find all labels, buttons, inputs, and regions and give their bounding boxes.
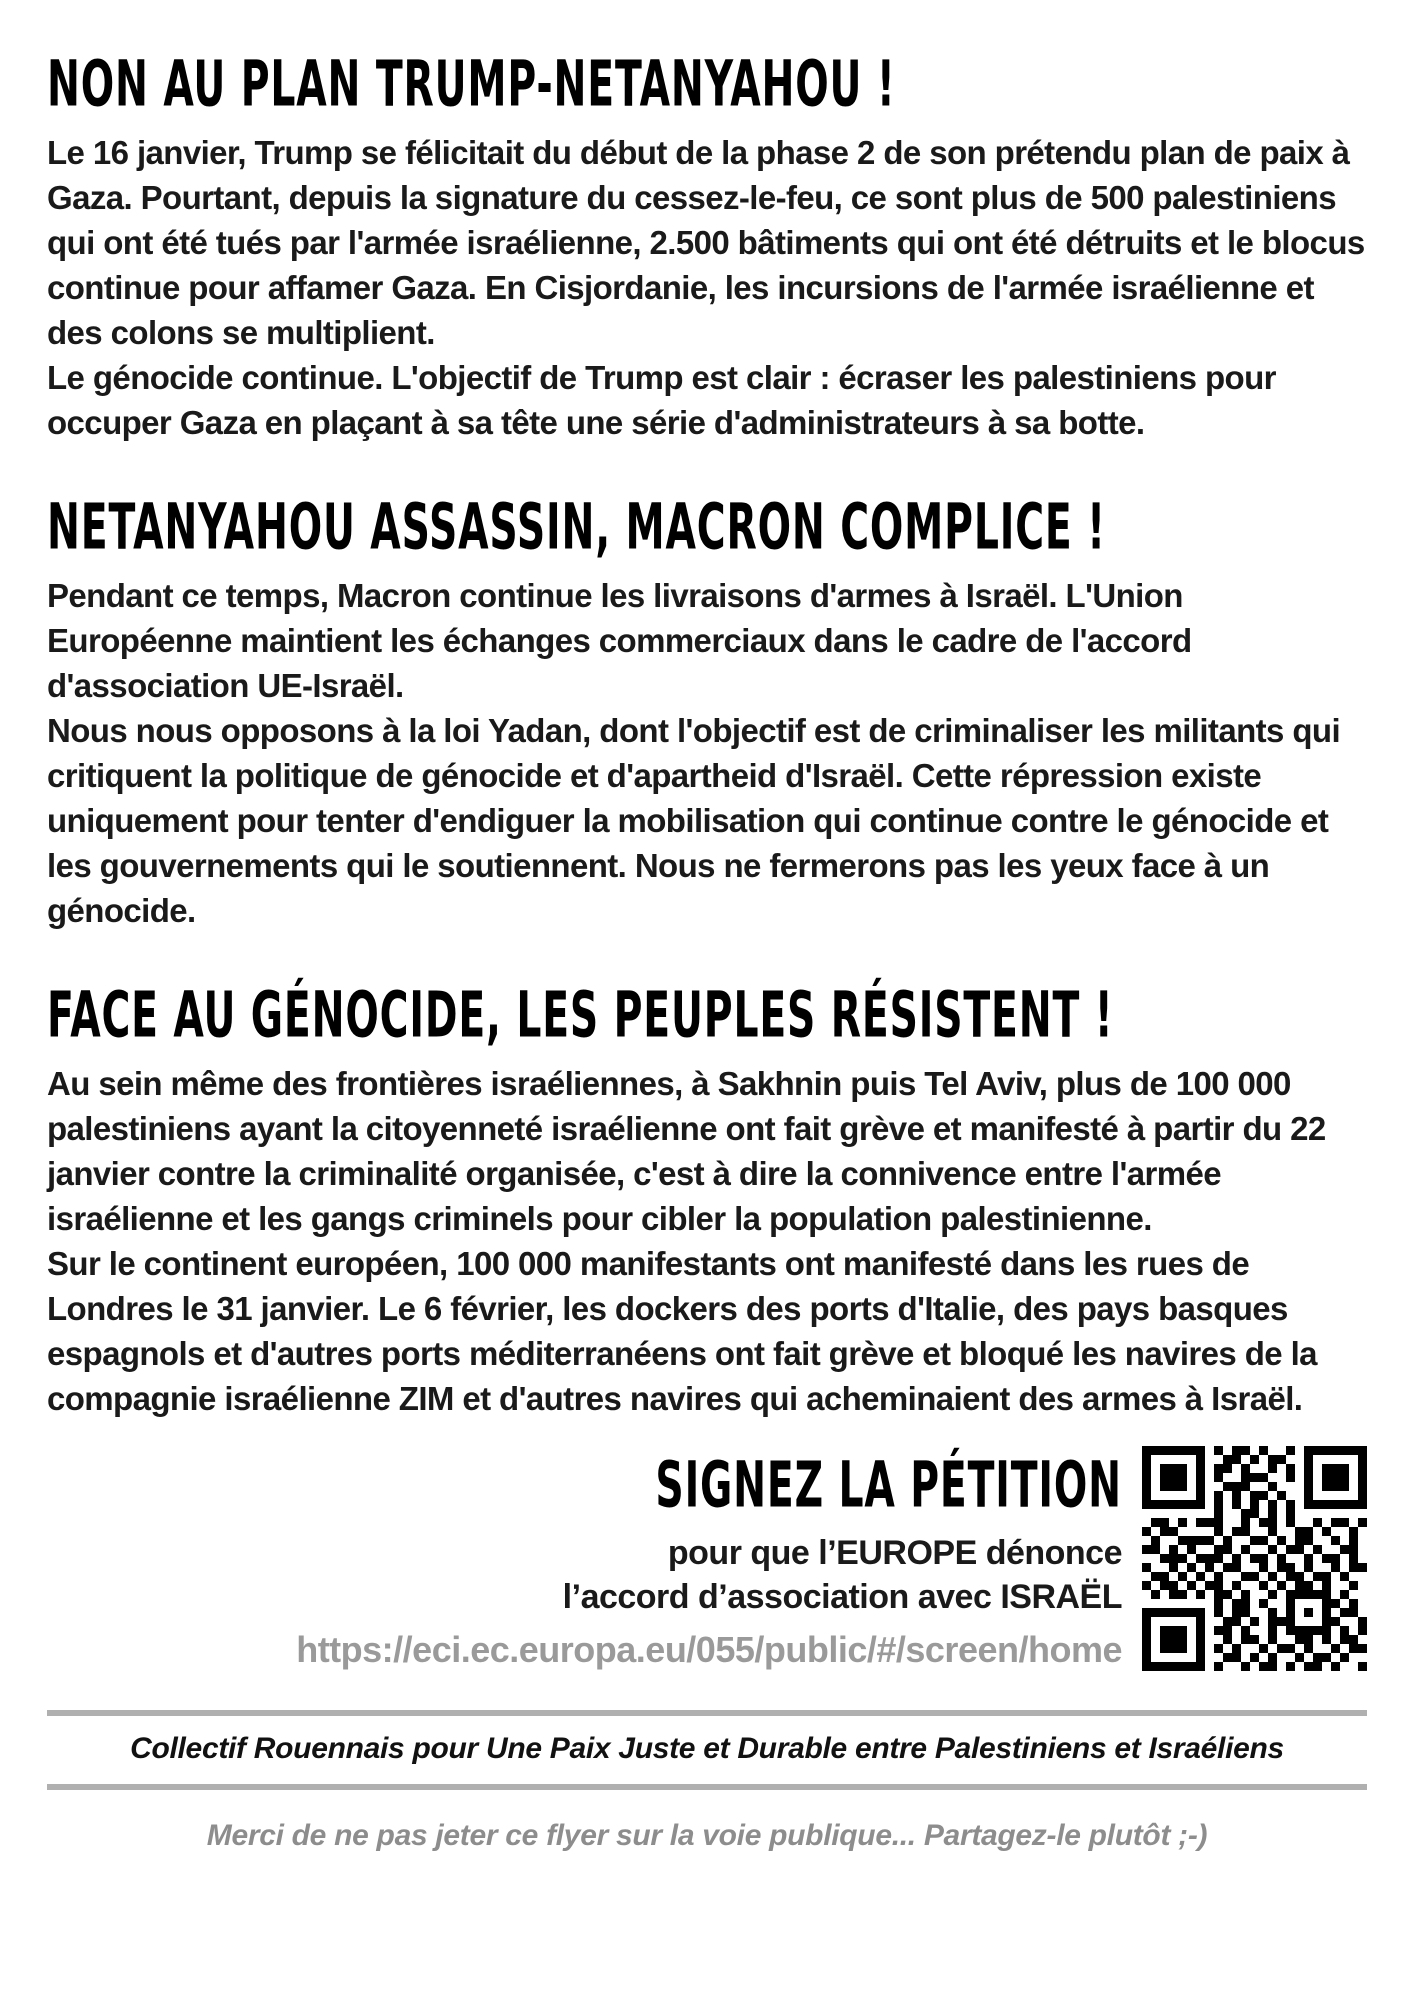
section-body	[47, 130, 1367, 445]
paragraph: Le génocide continue. L'objectif de Trump est clair : écraser les palestiniens pour occuper Gaza en plaçant à sa tête une série d'administrateurs à sa botte.	[47, 359, 1276, 441]
divider-top	[47, 1710, 1367, 1716]
divider-bottom	[47, 1784, 1367, 1790]
paragraph: Au sein même des frontières israéliennes, à Sakhnin puis Tel Aviv, plus de 100 000 palestiniens ayant la citoyenneté israélienne ont fait grève et manifesté à partir du 22 janvier contre la criminalité organisée, c'est à dire la connivence entre l'armée israélienne et les gangs criminels pour cibler la population palestinienne.	[47, 1065, 1326, 1237]
footer-note: Merci de ne pas jeter ce flyer sur la voie publique... Partagez-le plutôt ;-)	[206, 1819, 1208, 1852]
section-body	[47, 573, 1367, 933]
collective-name: Collectif Rouennais pour Une Paix Juste et Durable entre Palestiniens et Israéliens	[130, 1732, 1284, 1765]
petition-heading-row	[47, 1448, 1122, 1523]
flyer	[47, 47, 1367, 1858]
paragraph: Nous nous opposons à la loi Yadan, dont l'objectif est de criminaliser les militants qui critiquent la politique de génocide et d'apartheid d'Israël. Cette répression existe uniquement pour tenter d'endiguer la mobilisation qui continue contre le génocide et les gouvernements qui le soutiennent. Nous ne fermerons pas les yeux face à un génocide.	[47, 712, 1341, 929]
section-macron-complice	[47, 490, 1367, 933]
section-body	[47, 1061, 1367, 1421]
qr-code	[1142, 1446, 1367, 1671]
petition-block	[47, 1446, 1367, 1675]
paragraph: Pendant ce temps, Macron continue les livraisons d'armes à Israël. L'Union Européenne maintient les échanges commerciaux dans le cadre de l'accord d'association UE-Israël.	[47, 577, 1192, 704]
section-heading: NETANYAHOU ASSASSIN, MACRON COMPLICE !	[47, 490, 1106, 565]
petition-text	[47, 1448, 1122, 1675]
paragraph: Le 16 janvier, Trump se félicitait du début de la phase 2 de son prétendu plan de paix à Gaza. Pourtant, depuis la signature du cessez-le-feu, ce sont plus de 500 palestiniens qui ont été tués par l'armée israélienne, 2.500 bâtiments qui ont été détruits et le blocus continue pour affamer Gaza. En Cisjordanie, les incursions de l'armée israélienne et des colons se multiplient.	[47, 134, 1365, 351]
petition-line-1: pour que l’EUROPE dénonce	[667, 1534, 1122, 1572]
petition-url: https://eci.ec.europa.eu/055/public/#/screen/home	[296, 1629, 1122, 1670]
section-heading: FACE AU GÉNOCIDE, LES PEUPLES RÉSISTENT !	[47, 978, 1114, 1053]
section-heading: NON AU PLAN TRUMP-NETANYAHOU !	[47, 47, 896, 122]
petition-heading: SIGNEZ LA PÉTITION	[655, 1448, 1122, 1523]
paragraph: Sur le continent européen, 100 000 manifestants ont manifesté dans les rues de Londres le 31 janvier. Le 6 février, les dockers des ports d'Italie, des pays basques espagnols et d'autres ports méditerranéens ont fait grève et bloqué les navires de la compagnie israélienne ZIM et d'autres navires qui acheminaient des armes à Israël.	[47, 1245, 1317, 1417]
heading-row	[47, 47, 1367, 122]
heading-row	[47, 490, 1367, 565]
heading-row	[47, 978, 1367, 1053]
section-peuples-resistent	[47, 978, 1367, 1421]
petition-line-2: l’accord d’association avec ISRAËL	[562, 1578, 1122, 1616]
section-trump-plan	[47, 47, 1367, 445]
